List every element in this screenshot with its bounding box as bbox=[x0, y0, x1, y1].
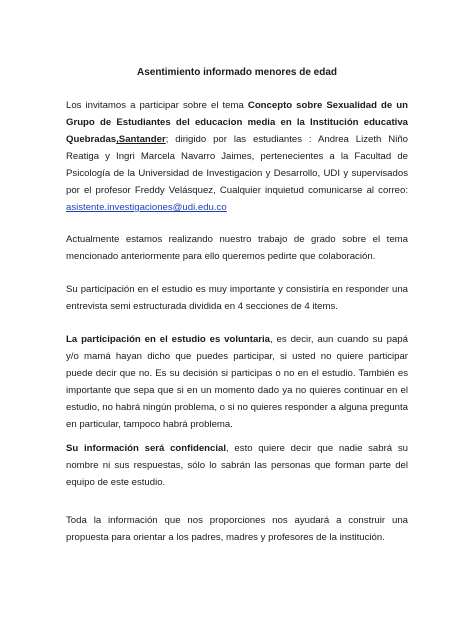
paragraph-closing: Toda la información que nos proporciones nos ayudará a construir una propuesta para orientar a los padres, madres y profesores de la institución. bbox=[66, 515, 408, 543]
paragraph-confidential bbox=[66, 440, 408, 491]
confidential-heading: Su información será confidencial bbox=[66, 443, 227, 454]
invitation-text-end: ; dirigido por las estudiantes : Andrea Lizeth Niño Reatiga y Ingri Marcela Navarro Jaimes, pertenecientes a la Facultad de Psicología de la Universidad de Investigacion y Desarrollo, UDI y supervisados por el profesor Freddy Velásquez, Cualquier inquietud comunicarse al correo: bbox=[66, 134, 408, 196]
paragraph-participation: Su participación en el estudio es muy importante y consistiría en responder una entrevista semi estructurada dividida en 4 secciones de 4 items. bbox=[66, 284, 408, 312]
voluntary-text: , es decir, aun cuando su papá y/o mamá hayan dicho que puedes participar, si usted no quiere participar puede decir que no. Es su decisión si participas o no en el estudio. También es importante que sepa que si en un momento dado ya no quieres continuar en el estudio, no habrá ningún problema, o si no quieres responder a alguna pregunta en particular, tampoco habrá problema. bbox=[66, 334, 408, 430]
confidential-text: , esto quiere decir que nadie sabrá su nombre ni sus respuestas, sólo lo sabrán las personas que forman parte del equipo de este estudio. bbox=[66, 443, 408, 488]
paragraph-invitation bbox=[66, 97, 408, 216]
paragraph-voluntary bbox=[66, 331, 408, 433]
paragraph-current-work: Actualmente estamos realizando nuestro trabajo de grado sobre el tema mencionado anteriormente para ello queremos pedirte que colaboración. bbox=[66, 234, 408, 262]
invitation-text-start: Los invitamos a participar sobre el tema bbox=[66, 100, 248, 111]
study-location: ,Santander bbox=[116, 134, 166, 145]
study-topic: Concepto sobre Sexualidad de un Grupo de Estudiantes del educacion media en la Institución educativa Quebradas bbox=[66, 100, 408, 145]
contact-email-link[interactable]: asistente.investigaciones@udi.edu.co bbox=[66, 202, 227, 213]
document-title: Asentimiento informado menores de edad bbox=[136, 67, 338, 78]
voluntary-heading: La participación en el estudio es voluntaria bbox=[66, 334, 271, 345]
